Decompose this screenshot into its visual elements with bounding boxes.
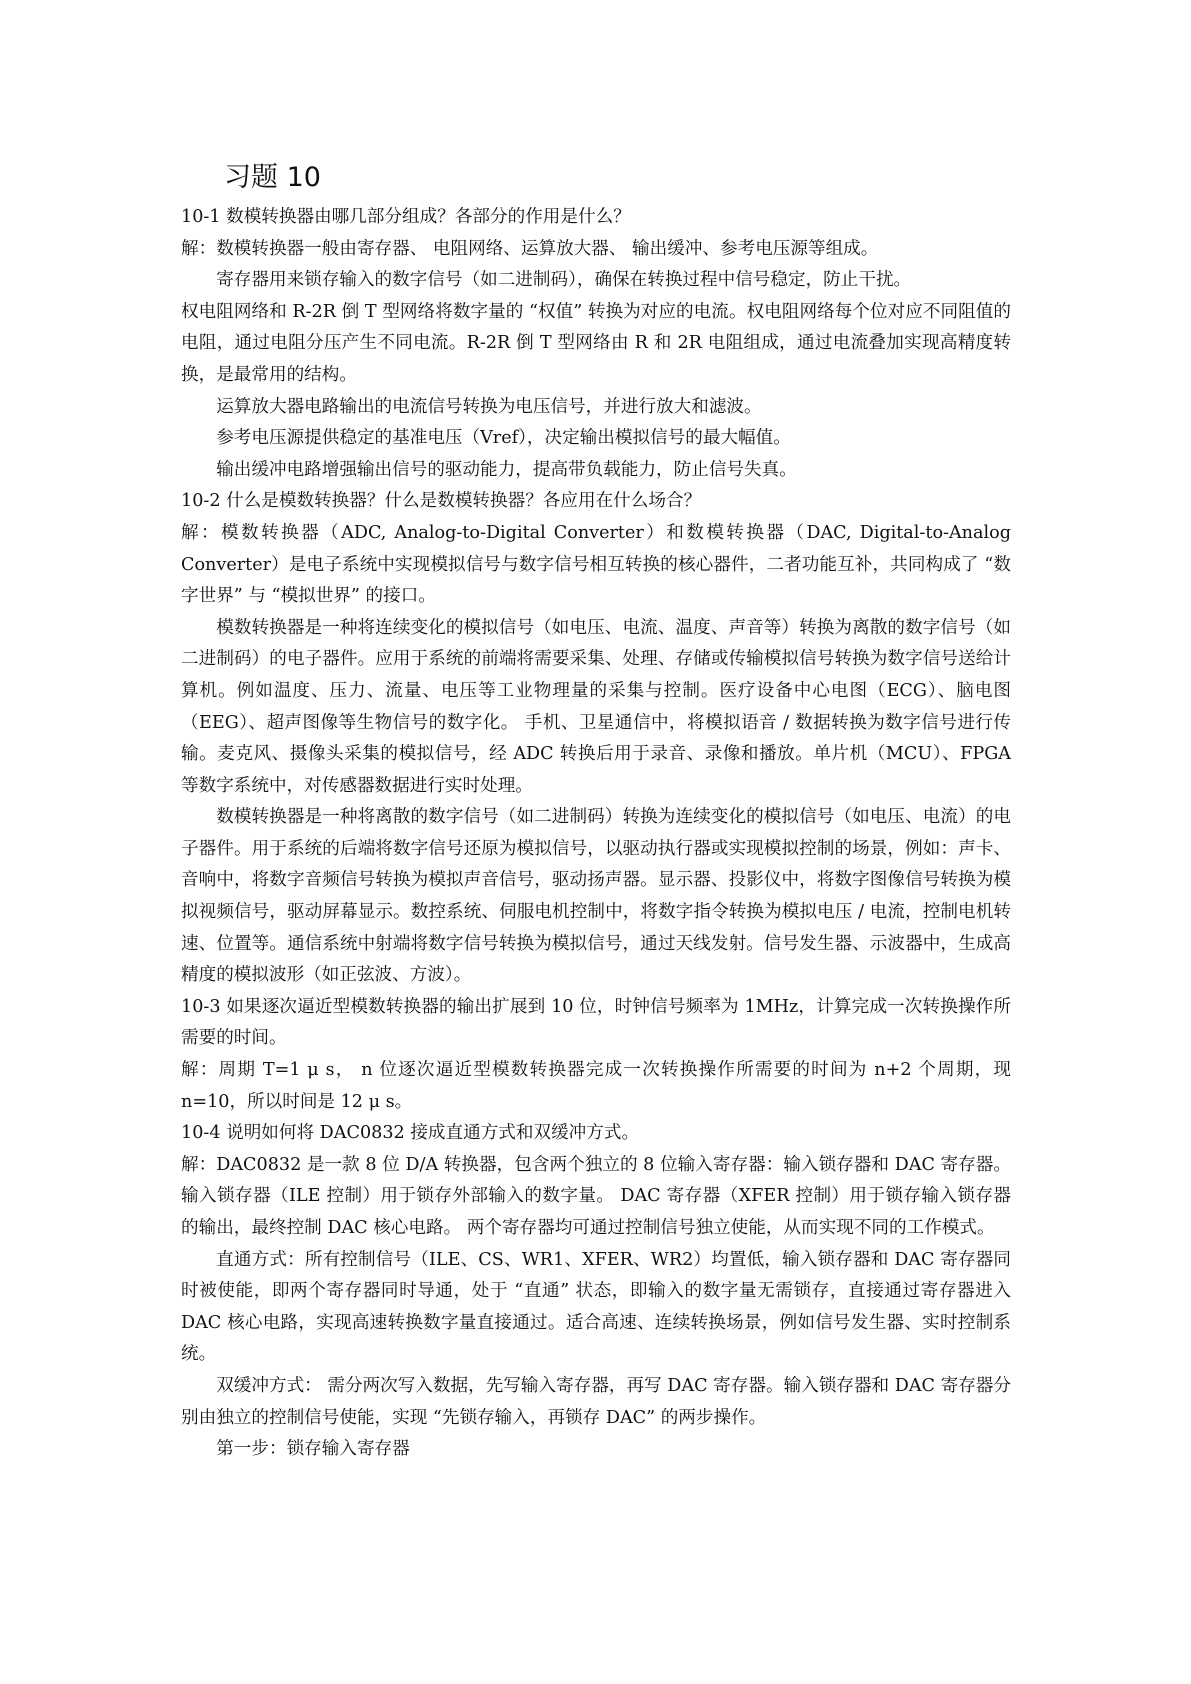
paragraph: 解：数模转换器一般由寄存器、 电阻网络、运算放大器、 输出缓冲、参考电压源等组成。	[181, 238, 879, 259]
paragraph: 10-4 说明如何将 DAC0832 接成直通方式和双缓冲方式。	[181, 1123, 640, 1144]
paragraph: 解：模数转换器（ADC, Analog-to-Digital Converter）和数模转换器（DAC, Digital-to-Analog Converter）是电子系统中实现模拟信号与数字信号相互转换的核心器件，二者功能互补，共同构成了 “数字世界” 与 “模拟世界” 的接口。	[181, 522, 1011, 607]
paragraph: 解：周期 T=1 μ s， n 位逐次逼近型模数转换器完成一次转换操作所需要的时间为 n+2 个周期，现 n=10，所以时间是 12 μ s。	[181, 1060, 1011, 1112]
paragraph: 10-2 什么是模数转换器？什么是数模转换器？各应用在什么场合？	[181, 491, 702, 512]
paragraph: 参考电压源提供稳定的基准电压（Vref），决定输出模拟信号的最大幅值。	[216, 428, 791, 449]
paragraph-list	[181, 202, 1011, 1466]
document-body	[181, 158, 1011, 1466]
paragraph: 数模转换器是一种将离散的数字信号（如二进制码）转换为连续变化的模拟信号（如电压、电流）的电子器件。用于系统的后端将数字信号还原为模拟信号，以驱动执行器或实现模拟控制的场景，例如：声卡、音响中，将数字音频信号转换为模拟声音信号，驱动扬声器。显示器、投影仪中，将数字图像信号转换为模拟视频信号，驱动屏幕显示。数控系统、伺服电机控制中，将数字指令转换为模拟电压 / 电流，控制电机转速、位置等。通信系统中射端将数字信号转换为模拟信号，通过天线发射。信号发生器、示波器中，生成高精度的模拟波形（如正弦波、方波）。	[181, 807, 1011, 986]
paragraph: 10-3 如果逐次逼近型模数转换器的输出扩展到 10 位，时钟信号频率为 1MHz，计算完成一次转换操作所需要的时间。	[181, 996, 1011, 1049]
paragraph: 模数转换器是一种将连续变化的模拟信号（如电压、电流、温度、声音等）转换为离散的数字信号（如二进制码）的电子器件。应用于系统的前端将需要采集、处理、存储或传输模拟信号转换为数字信号送给计算机。例如温度、压力、流量、电压等工业物理量的采集与控制。医疗设备中心电图（ECG）、脑电图（EEG）、超声图像等生物信号的数字化。 手机、卫星通信中，将模拟语音 / 数据转换为数字信号进行传输。麦克风、摄像头采集的模拟信号，经 ADC 转换后用于录音、录像和播放。单片机（MCU）、FPGA 等数字系统中，对传感器数据进行实时处理。	[181, 617, 1011, 796]
paragraph: 双缓冲方式： 需分两次写入数据，先写输入寄存器，再写 DAC 寄存器。输入锁存器和 DAC 寄存器分别由独立的控制信号使能，实现 “先锁存输入，再锁存 DAC” 的两步操作。	[181, 1375, 1011, 1428]
paragraph: 运算放大器电路输出的电流信号转换为电压信号，并进行放大和滤波。	[216, 396, 762, 417]
page-title: 习题 10	[224, 162, 321, 193]
paragraph: 解：DAC0832 是一款 8 位 D/A 转换器，包含两个独立的 8 位输入寄存器：输入锁存器和 DAC 寄存器。输入锁存器（ILE 控制）用于锁存外部输入的数字量。 DAC 寄存器（XFER 控制）用于锁存输入锁存器的输出，最终控制 DAC 核心电路。 两个寄存器均可通过控制信号独立使能，从而实现不同的工作模式。	[181, 1154, 1011, 1238]
paragraph: 直通方式：所有控制信号（ILE、CS、WR1、XFER、WR2）均置低，输入锁存器和 DAC 寄存器同时被使能，即两个寄存器同时导通，处于 “直通” 状态，即输入的数字量无需锁存，直接通过寄存器进入 DAC 核心电路，实现高速转换数字量直接通过。适合高速、连续转换场景，例如信号发生器、实时控制系统。	[181, 1249, 1011, 1365]
paragraph: 输出缓冲电路增强输出信号的驱动能力，提高带负载能力，防止信号失真。	[216, 459, 797, 480]
paragraph: 权电阻网络和 R-2R 倒 T 型网络将数字量的 “权值” 转换为对应的电流。权电阻网络每个位对应不同阻值的电阻，通过电阻分压产生不同电流。R-2R 倒 T 型网络由 R 和 2R 电阻组成，通过电流叠加实现高精度转换，是最常用的结构。	[181, 301, 1011, 385]
paragraph: 寄存器用来锁存输入的数字信号（如二进制码），确保在转换过程中信号稳定，防止干扰。	[216, 270, 912, 291]
paragraph: 10-1 数模转换器由哪几部分组成？各部分的作用是什么？	[181, 207, 631, 227]
paragraph: 第一步：锁存输入寄存器	[216, 1439, 410, 1460]
